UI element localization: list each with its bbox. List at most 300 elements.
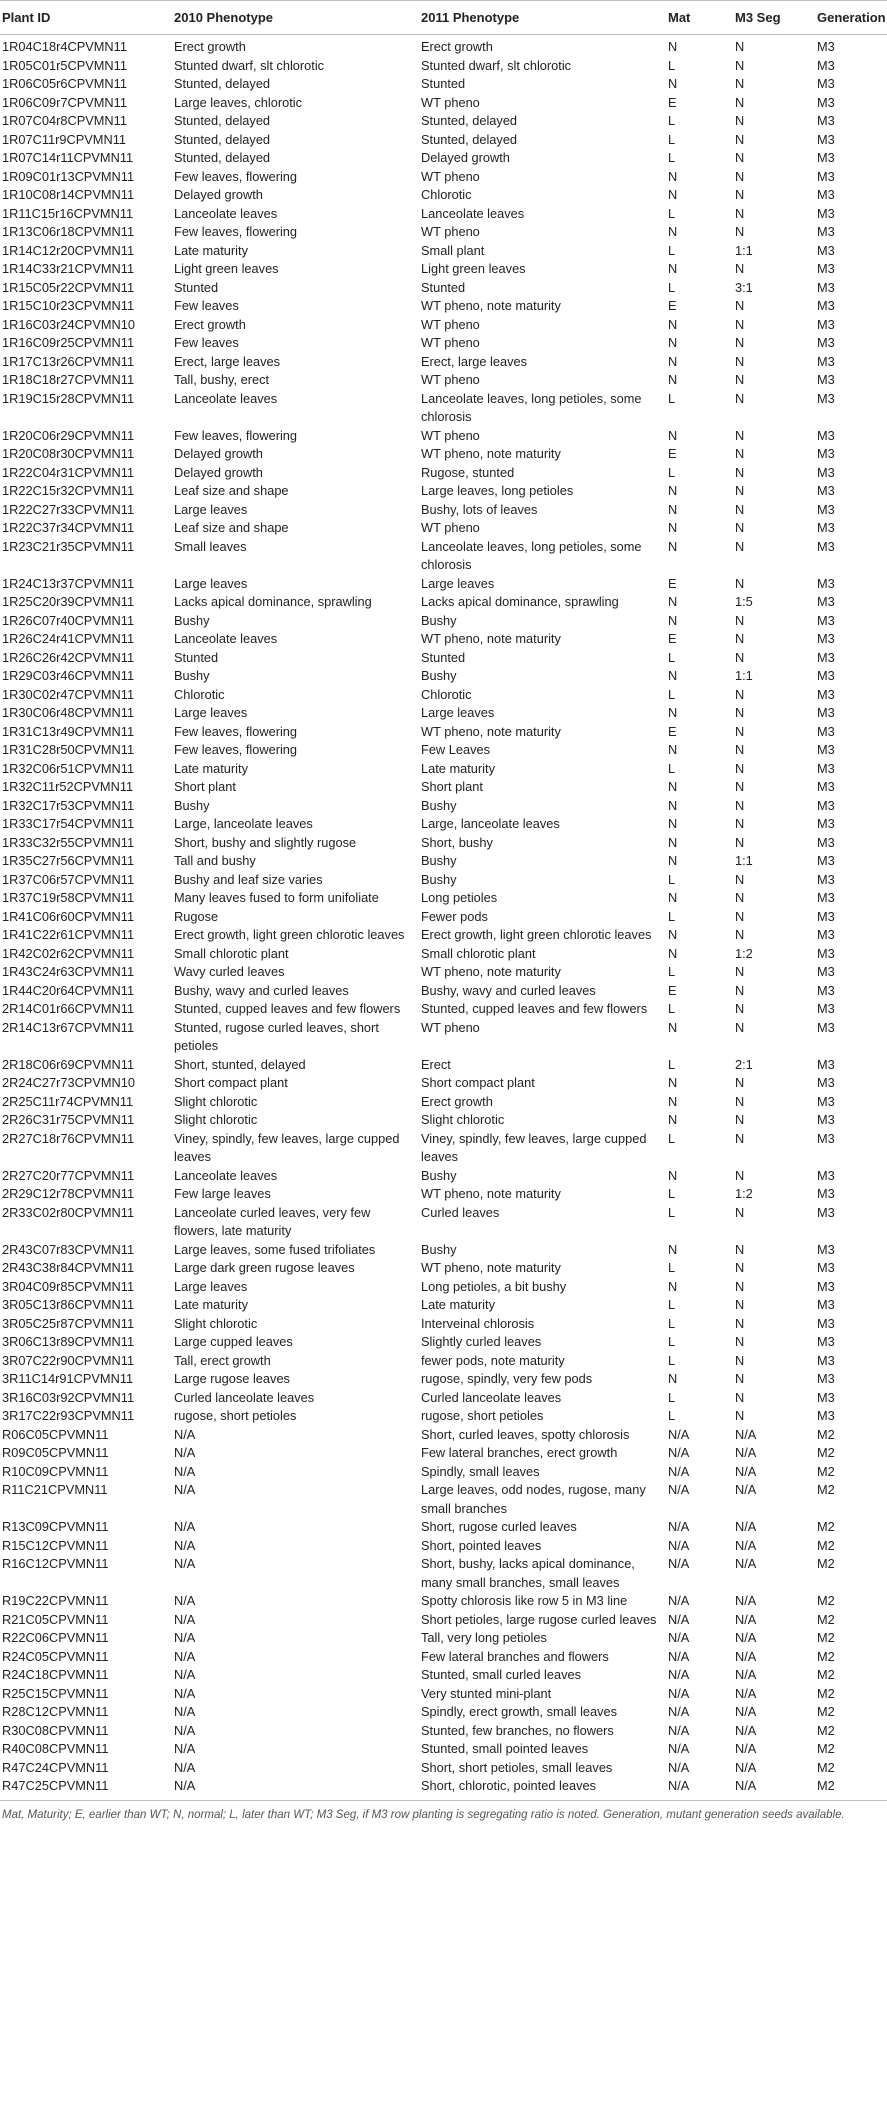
cell-plant-id: 1R20C06r29CPVMN11 xyxy=(2,427,135,443)
cell-2011-phenotype: Bushy, lots of leaves xyxy=(421,501,538,517)
cell-generation: M3 xyxy=(817,797,835,813)
table-row xyxy=(0,1481,887,1518)
cell-m3-seg: N xyxy=(735,205,745,221)
cell-2011-phenotype: Spindly, erect growth, small leaves xyxy=(421,1704,618,1719)
cell-m3-seg: N xyxy=(735,890,745,905)
table-row xyxy=(0,1370,887,1389)
cell-2010-phenotype: Few leaves, flowering xyxy=(174,427,298,443)
cell-2011-phenotype: Few lateral branches, erect growth xyxy=(421,1445,618,1460)
table-row xyxy=(0,168,887,187)
cell-plant-id: R28C12CPVMN11 xyxy=(2,1704,109,1719)
cell-2011-phenotype: Bushy xyxy=(421,612,457,628)
cell-mat: N/A xyxy=(668,1722,690,1738)
cell-2011-phenotype: WT pheno, note maturity xyxy=(421,964,561,979)
cell-generation: M3 xyxy=(817,964,835,979)
cell-generation: M3 xyxy=(817,483,835,498)
cell-generation: M3 xyxy=(817,464,835,480)
table-row xyxy=(0,1740,887,1759)
cell-2011-phenotype: WT pheno, note maturity xyxy=(421,631,561,646)
cell-2011-phenotype: Light green leaves xyxy=(421,261,526,276)
cell-generation: M3 xyxy=(817,649,835,665)
cell-m3-seg: 1:1 xyxy=(735,853,753,868)
table-row xyxy=(0,593,887,612)
cell-2011-phenotype: Stunted, delayed xyxy=(421,131,518,147)
cell-generation: M2 xyxy=(817,1593,835,1608)
cell-plant-id: 2R43C38r84CPVMN11 xyxy=(2,1260,135,1275)
cell-2011-phenotype: WT pheno, note maturity xyxy=(421,446,561,461)
cell-plant-id: 1R07C14r11CPVMN11 xyxy=(2,150,134,165)
cell-plant-id: 1R33C17r54CPVMN11 xyxy=(2,816,135,831)
table-row xyxy=(0,630,887,649)
cell-m3-seg: N xyxy=(735,261,745,276)
cell-mat: N xyxy=(668,335,678,350)
cell-2011-phenotype: Late maturity xyxy=(421,1297,495,1312)
cell-2011-phenotype: WT pheno, note maturity xyxy=(421,298,561,313)
cell-mat: N xyxy=(668,927,678,942)
cell-2011-phenotype: Fewer pods xyxy=(421,908,488,924)
cell-plant-id: 1R05C01r5CPVMN11 xyxy=(2,57,127,73)
table-row xyxy=(0,723,887,742)
cell-generation: M3 xyxy=(817,853,835,868)
cell-generation: M3 xyxy=(817,705,835,720)
cell-m3-seg: 1:1 xyxy=(735,668,753,683)
cell-plant-id: 1R17C13r26CPVMN11 xyxy=(2,353,135,369)
cell-mat: L xyxy=(668,242,676,258)
cell-generation: M3 xyxy=(817,779,835,794)
cell-2010-phenotype: N/A xyxy=(172,1777,419,1800)
cell-generation: M3 xyxy=(817,242,835,258)
cell-generation: M2 xyxy=(817,1611,835,1627)
cell-mat: N xyxy=(668,224,678,239)
cell-plant-id: 1R31C28r50CPVMN11 xyxy=(2,742,135,757)
table-row xyxy=(0,519,887,538)
cell-2011-phenotype: Viney, spindly, few leaves, large cupped leaves xyxy=(421,1130,647,1164)
cell-plant-id: R10C09CPVMN11 xyxy=(2,1463,109,1479)
table-row xyxy=(0,1685,887,1704)
cell-m3-seg: N xyxy=(735,57,745,73)
cell-2010-phenotype: N/A xyxy=(174,1685,196,1701)
cell-2011-phenotype: Stunted, cupped leaves and few flowers xyxy=(421,1001,648,1016)
table-row xyxy=(0,1666,887,1685)
cell-2010-phenotype: Rugose xyxy=(174,908,219,924)
cell-mat: N xyxy=(668,372,678,387)
cell-m3-seg: N/A xyxy=(735,1667,757,1682)
table-row xyxy=(0,464,887,483)
cell-plant-id: 2R27C20r77CPVMN11 xyxy=(2,1167,135,1183)
cell-generation: M2 xyxy=(817,1667,835,1682)
cell-2010-phenotype: Small chlorotic plant xyxy=(174,945,289,961)
cell-plant-id: 1R44C20r64CPVMN11 xyxy=(2,982,135,998)
cell-m3-seg: N/A xyxy=(735,1519,757,1534)
cell-generation: M2 xyxy=(817,1704,835,1719)
cell-plant-id: R30C08CPVMN11 xyxy=(2,1722,109,1738)
cell-2011-phenotype: Short, bushy, lacks apical dominance, many small branches, small leaves xyxy=(421,1556,635,1590)
cell-2010-phenotype: Wavy curled leaves xyxy=(174,964,285,979)
cell-generation: M3 xyxy=(817,150,835,165)
cell-generation: M3 xyxy=(817,1056,835,1072)
table-row xyxy=(0,1777,887,1800)
cell-2011-phenotype: Rugose, stunted xyxy=(421,464,515,480)
cell-mat: L xyxy=(668,1352,676,1368)
cell-mat: L xyxy=(668,57,676,73)
cell-2010-phenotype: Late maturity xyxy=(174,760,248,776)
cell-2010-phenotype: N/A xyxy=(174,1593,196,1608)
cell-m3-seg: N xyxy=(735,1093,745,1109)
cell-mat: L xyxy=(668,1186,676,1201)
cell-mat: N/A xyxy=(668,1445,690,1460)
cell-2011-phenotype: Few Leaves xyxy=(421,742,490,757)
table-row xyxy=(0,94,887,113)
cell-2011-phenotype: Stunted xyxy=(421,279,466,295)
cell-generation: M3 xyxy=(817,279,835,295)
cell-plant-id: 1R31C13r49CPVMN11 xyxy=(2,723,135,739)
cell-mat: N xyxy=(668,890,678,905)
cell-2011-phenotype: Chlorotic xyxy=(421,686,472,702)
cell-generation: M2 xyxy=(817,1426,835,1442)
cell-plant-id: R09C05CPVMN11 xyxy=(2,1445,109,1460)
cell-2010-phenotype: Large leaves xyxy=(174,575,248,591)
table-row xyxy=(0,112,887,131)
cell-generation: M2 xyxy=(817,1556,835,1571)
cell-2011-phenotype: Long petioles xyxy=(421,890,498,905)
table-row xyxy=(0,35,887,57)
cell-2010-phenotype: rugose, short petioles xyxy=(174,1408,297,1423)
cell-mat: N xyxy=(668,797,678,813)
table-row xyxy=(0,1537,887,1556)
table-header xyxy=(0,1,887,35)
cell-mat: L xyxy=(668,686,676,702)
cell-mat: L xyxy=(668,1408,676,1423)
cell-2010-phenotype: Short, stunted, delayed xyxy=(174,1056,306,1072)
cell-2010-phenotype: Erect growth xyxy=(174,316,246,332)
cell-plant-id: 3R16C03r92CPVMN11 xyxy=(2,1389,135,1405)
cell-m3-seg: N xyxy=(735,964,745,979)
cell-plant-id: 3R05C25r87CPVMN11 xyxy=(2,1315,135,1331)
header-mat: Mat xyxy=(666,1,733,35)
cell-m3-seg: N xyxy=(735,94,745,110)
cell-m3-seg: N/A xyxy=(735,1722,757,1738)
table-row xyxy=(0,1389,887,1408)
cell-plant-id: 1R06C05r6CPVMN11 xyxy=(2,76,127,91)
cell-plant-id: 1R18C18r27CPVMN11 xyxy=(2,372,135,387)
cell-plant-id: 2R25C11r74CPVMN11 xyxy=(2,1093,134,1109)
cell-m3-seg: N xyxy=(735,168,745,184)
cell-2011-phenotype: Short, chlorotic, pointed leaves xyxy=(419,1777,666,1800)
cell-plant-id: 2R18C06r69CPVMN11 xyxy=(2,1056,135,1072)
table-row xyxy=(0,982,887,1001)
cell-2011-phenotype: Erect growth xyxy=(421,39,493,54)
cell-2011-phenotype: Stunted, small pointed leaves xyxy=(421,1741,589,1756)
cell-generation: M3 xyxy=(817,982,835,998)
cell-generation: M3 xyxy=(817,298,835,313)
cell-mat: N xyxy=(668,594,678,609)
cell-generation: M3 xyxy=(817,205,835,221)
cell-2010-phenotype: Large leaves xyxy=(174,705,248,720)
cell-m3-seg: N xyxy=(735,187,745,202)
cell-mat: L xyxy=(668,964,676,979)
cell-generation: M3 xyxy=(817,1112,835,1127)
cell-m3-seg: N xyxy=(735,446,745,461)
cell-m3-seg: N xyxy=(735,538,745,554)
cell-mat: N xyxy=(668,483,678,498)
cell-m3-seg: N xyxy=(735,1334,745,1349)
cell-2010-phenotype: Slight chlorotic xyxy=(174,1112,258,1127)
cell-2010-phenotype: Large leaves xyxy=(174,1278,248,1294)
cell-mat: N xyxy=(668,1371,678,1386)
cell-2011-phenotype: Short, short petioles, small leaves xyxy=(421,1759,613,1775)
cell-plant-id: 2R33C02r80CPVMN11 xyxy=(2,1204,135,1220)
table-row xyxy=(0,1444,887,1463)
cell-2011-phenotype: Stunted xyxy=(421,649,466,665)
cell-2010-phenotype: Erect growth, light green chlorotic leaves xyxy=(174,927,405,942)
cell-2011-phenotype: Very stunted mini-plant xyxy=(421,1685,552,1701)
cell-plant-id: R13C09CPVMN11 xyxy=(2,1519,109,1534)
cell-plant-id: 1R37C06r57CPVMN11 xyxy=(2,871,135,887)
table-row xyxy=(0,926,887,945)
cell-mat: N/A xyxy=(668,1519,690,1534)
cell-mat: N/A xyxy=(668,1648,690,1664)
cell-2011-phenotype: Short petioles, large rugose curled leaves xyxy=(421,1611,657,1627)
cell-mat: N xyxy=(668,353,678,369)
cell-2011-phenotype: Bushy xyxy=(421,1241,457,1257)
cell-2010-phenotype: Lanceolate leaves xyxy=(174,390,278,406)
cell-generation: M3 xyxy=(817,1093,835,1109)
cell-m3-seg: N xyxy=(735,1001,745,1016)
cell-m3-seg: N xyxy=(735,464,745,480)
cell-2011-phenotype: Spindly, small leaves xyxy=(421,1463,540,1479)
table-row xyxy=(0,741,887,760)
cell-m3-seg: 2:1 xyxy=(735,1056,753,1072)
cell-generation: M3 xyxy=(817,57,835,73)
cell-mat: N xyxy=(668,668,678,683)
cell-mat: L xyxy=(668,1001,676,1016)
cell-generation: M3 xyxy=(817,927,835,942)
cell-generation: M3 xyxy=(817,446,835,461)
table-row xyxy=(0,1407,887,1426)
cell-mat: N xyxy=(668,39,678,54)
table-row xyxy=(0,1426,887,1445)
cell-plant-id: 1R14C33r21CPVMN11 xyxy=(2,261,135,276)
cell-2010-phenotype: Stunted, delayed xyxy=(174,131,271,147)
table-row xyxy=(0,1703,887,1722)
cell-2010-phenotype: Bushy xyxy=(174,797,210,813)
cell-plant-id: 1R16C03r24CPVMN10 xyxy=(2,316,136,332)
cell-mat: L xyxy=(668,1260,676,1275)
cell-generation: M3 xyxy=(817,520,835,535)
cell-m3-seg: N/A xyxy=(735,1445,757,1460)
cell-m3-seg: N xyxy=(735,1130,745,1146)
table-row xyxy=(0,945,887,964)
cell-mat: N xyxy=(668,1167,678,1183)
cell-mat: N xyxy=(668,1278,678,1294)
cell-plant-id: 1R07C11r9CPVMN11 xyxy=(2,131,126,147)
cell-mat: N/A xyxy=(668,1667,690,1682)
cell-generation: M3 xyxy=(817,538,835,554)
cell-2011-phenotype: Large leaves xyxy=(421,705,495,720)
cell-mat: N/A xyxy=(668,1630,690,1645)
table-row xyxy=(0,538,887,575)
cell-plant-id: R11C21CPVMN11 xyxy=(2,1482,108,1497)
table-row xyxy=(0,760,887,779)
cell-mat: N xyxy=(668,501,678,517)
cell-2010-phenotype: Tall, erect growth xyxy=(174,1352,271,1368)
cell-2010-phenotype: Delayed growth xyxy=(174,187,263,202)
cell-m3-seg: N/A xyxy=(735,1648,757,1664)
cell-2010-phenotype: Lanceolate leaves xyxy=(174,205,278,221)
cell-mat: N/A xyxy=(668,1685,690,1701)
cell-mat: L xyxy=(668,1389,676,1405)
cell-mat: N xyxy=(668,538,678,554)
cell-m3-seg: N xyxy=(735,649,745,665)
cell-2010-phenotype: Small leaves xyxy=(174,538,247,554)
cell-2011-phenotype: Bushy xyxy=(421,797,457,813)
cell-2011-phenotype: WT pheno xyxy=(421,1019,480,1035)
cell-2011-phenotype: Short plant xyxy=(421,779,483,794)
cell-m3-seg: N xyxy=(735,1371,745,1386)
cell-2011-phenotype: Stunted, small curled leaves xyxy=(421,1667,582,1682)
cell-plant-id: 1R14C12r20CPVMN11 xyxy=(2,242,135,258)
cell-plant-id: 1R32C17r53CPVMN11 xyxy=(2,797,135,813)
cell-mat: N/A xyxy=(668,1426,690,1442)
cell-plant-id: 1R16C09r25CPVMN11 xyxy=(2,335,135,350)
cell-2011-phenotype: WT pheno xyxy=(421,372,480,387)
cell-plant-id: 1R42C02r62CPVMN11 xyxy=(2,945,135,961)
cell-m3-seg: N xyxy=(735,1278,745,1294)
cell-mat: L xyxy=(668,871,676,887)
table-row xyxy=(0,908,887,927)
cell-m3-seg: N xyxy=(735,760,745,776)
cell-m3-seg: N xyxy=(735,871,745,887)
table-row xyxy=(0,1296,887,1315)
cell-2010-phenotype: N/A xyxy=(174,1482,196,1497)
cell-m3-seg: N xyxy=(735,816,745,831)
cell-generation: M3 xyxy=(817,187,835,202)
cell-2010-phenotype: N/A xyxy=(174,1741,196,1756)
cell-2010-phenotype: Large cupped leaves xyxy=(174,1334,293,1349)
cell-2010-phenotype: Stunted dwarf, slt chlorotic xyxy=(174,57,325,73)
cell-2010-phenotype: Slight chlorotic xyxy=(174,1315,258,1331)
table-row xyxy=(0,501,887,520)
table-row xyxy=(0,1518,887,1537)
cell-generation: M2 xyxy=(817,1519,835,1534)
table-row xyxy=(0,871,887,890)
cell-generation: M3 xyxy=(817,427,835,443)
cell-plant-id: 1R22C15r32CPVMN11 xyxy=(2,483,135,498)
cell-2011-phenotype: Long petioles, a bit bushy xyxy=(421,1278,567,1294)
cell-plant-id: 1R20C08r30CPVMN11 xyxy=(2,446,135,461)
header-plant-id: Plant ID xyxy=(0,1,172,35)
cell-m3-seg: N xyxy=(735,797,745,813)
cell-m3-seg: N xyxy=(735,390,745,406)
table-row xyxy=(0,242,887,261)
cell-2011-phenotype: Bushy xyxy=(421,871,457,887)
cell-2010-phenotype: Late maturity xyxy=(174,242,248,258)
cell-plant-id: 2R24C27r73CPVMN10 xyxy=(2,1075,136,1090)
cell-plant-id: 1R41C06r60CPVMN11 xyxy=(2,908,135,924)
cell-generation: M3 xyxy=(817,1278,835,1294)
cell-plant-id: 1R33C32r55CPVMN11 xyxy=(2,834,135,850)
table-row xyxy=(0,390,887,427)
cell-m3-seg: N xyxy=(735,501,745,517)
cell-mat: N xyxy=(668,1241,678,1257)
cell-2011-phenotype: Short, bushy xyxy=(421,834,493,850)
cell-2010-phenotype: Short, bushy and slightly rugose xyxy=(174,834,357,850)
cell-mat: N xyxy=(668,1093,678,1109)
cell-generation: M2 xyxy=(815,1777,887,1800)
cell-2011-phenotype: WT pheno, note maturity xyxy=(421,1186,561,1201)
cell-generation: M2 xyxy=(817,1463,835,1479)
cell-generation: M3 xyxy=(817,945,835,961)
cell-2010-phenotype: Large leaves xyxy=(174,501,248,517)
table-row xyxy=(0,834,887,853)
cell-m3-seg: N/A xyxy=(735,1704,757,1719)
cell-plant-id: 1R26C07r40CPVMN11 xyxy=(2,612,135,628)
cell-2010-phenotype: N/A xyxy=(174,1537,196,1553)
cell-2010-phenotype: Tall and bushy xyxy=(174,853,256,868)
cell-mat: E xyxy=(668,631,677,646)
cell-2010-phenotype: Few leaves, flowering xyxy=(174,723,298,739)
cell-generation: M3 xyxy=(817,353,835,369)
cell-2010-phenotype: Bushy xyxy=(174,612,210,628)
cell-mat: L xyxy=(668,1334,676,1349)
table-row xyxy=(0,1555,887,1592)
cell-plant-id: 1R23C21r35CPVMN11 xyxy=(2,538,135,554)
cell-mat: N xyxy=(668,705,678,720)
table-row xyxy=(0,1629,887,1648)
cell-m3-seg: N xyxy=(735,612,745,628)
cell-m3-seg: N xyxy=(735,1389,745,1405)
cell-2010-phenotype: Lanceolate curled leaves, very few flowers, late maturity xyxy=(174,1204,371,1238)
cell-m3-seg: N/A xyxy=(735,1537,757,1553)
table-row xyxy=(0,649,887,668)
cell-2011-phenotype: Spotty chlorosis like row 5 in M3 line xyxy=(421,1593,628,1608)
cell-generation: M3 xyxy=(817,871,835,887)
cell-m3-seg: N/A xyxy=(735,1426,757,1442)
cell-plant-id: R47C24CPVMN11 xyxy=(2,1759,109,1775)
cell-plant-id: 1R41C22r61CPVMN11 xyxy=(2,927,135,942)
cell-generation: M3 xyxy=(817,1186,835,1201)
cell-plant-id: R25C15CPVMN11 xyxy=(2,1685,109,1701)
cell-m3-seg: N xyxy=(735,908,745,924)
cell-plant-id: 1R30C02r47CPVMN11 xyxy=(2,686,135,702)
table-row xyxy=(0,482,887,501)
table-row xyxy=(0,575,887,594)
table-row xyxy=(0,353,887,372)
cell-mat: N xyxy=(668,76,678,91)
cell-2011-phenotype: Erect growth xyxy=(421,1093,493,1109)
cell-generation: M3 xyxy=(817,372,835,387)
cell-m3-seg: N/A xyxy=(733,1777,815,1800)
table-row xyxy=(0,57,887,76)
cell-2011-phenotype: Large leaves, odd nodes, rugose, many small branches xyxy=(421,1482,646,1516)
cell-generation: M2 xyxy=(817,1630,835,1645)
cell-2010-phenotype: Stunted, delayed xyxy=(174,150,271,165)
cell-generation: M3 xyxy=(817,168,835,184)
cell-m3-seg: N xyxy=(735,316,745,332)
cell-generation: M3 xyxy=(817,131,835,147)
cell-2010-phenotype: N/A xyxy=(174,1759,196,1775)
cell-plant-id: R06C05CPVMN11 xyxy=(2,1426,109,1442)
cell-m3-seg: N xyxy=(735,427,745,443)
cell-generation: M2 xyxy=(817,1537,835,1553)
cell-2010-phenotype: Few leaves, flowering xyxy=(174,742,298,757)
cell-plant-id: R22C06CPVMN11 xyxy=(2,1630,109,1645)
cell-mat: E xyxy=(668,723,677,739)
cell-m3-seg: N xyxy=(735,1315,745,1331)
cell-2011-phenotype: Short, rugose curled leaves xyxy=(421,1519,577,1534)
table-row xyxy=(0,852,887,871)
cell-plant-id: R19C22CPVMN11 xyxy=(2,1593,109,1608)
